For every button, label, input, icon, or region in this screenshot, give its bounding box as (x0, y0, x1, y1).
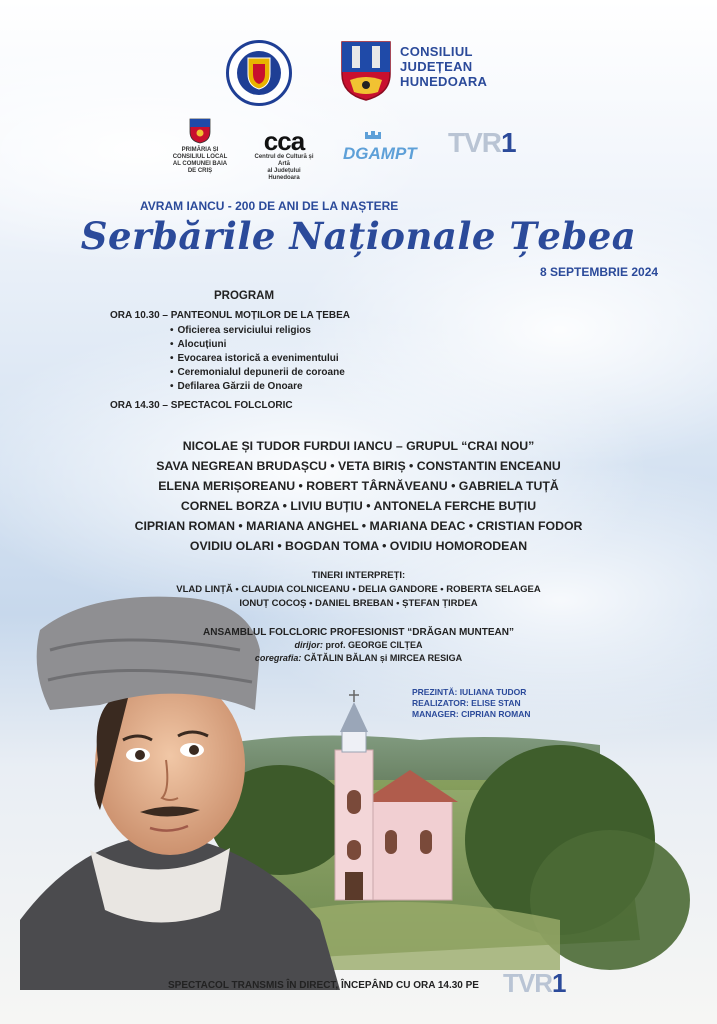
artist-line: OVIDIU OLARI • BOGDAN TOMA • OVIDIU HOMORODEAN (189, 539, 528, 553)
artist-line: SAVA NEGREAN BRUDAȘCU • VETA BIRIȘ • CONSTANTIN ENCEANU (156, 459, 561, 473)
program-item: • Defilarea Gărzii de Onoare (170, 380, 345, 394)
presenter-credit: PREZINTĂ: IULIANA TUDOR (412, 687, 527, 697)
young-performers-heading: TINERI INTERPREȚI: (311, 570, 406, 581)
program-slot-afternoon: ORA 14.30 – SPECTACOL FOLCLORIC (110, 400, 293, 411)
conductor-label: dirijor: (294, 640, 323, 650)
event-title: Serbările Naționale Țebea (80, 214, 637, 258)
program-item: • Alocuțiuni (170, 338, 345, 352)
choreography-line (0, 652, 717, 665)
young-performers-line: VLAD LINȚĂ • CLAUDIA COLNICEANU • DELIA GANDORE • ROBERTA SELAGEA (176, 584, 541, 595)
program-slot-morning: ORA 10.30 – PANTEONUL MOȚILOR DE LA ȚEBEA (110, 310, 351, 321)
young-performers-line: IONUȚ COCOȘ • DANIEL BREBAN • ȘTEFAN ȚIRDEA (239, 598, 478, 609)
conductor-line (0, 639, 717, 652)
coat-of-arms-icon (244, 56, 274, 90)
romania-government-seal (226, 40, 292, 106)
program-items (170, 324, 345, 394)
dgampt-logo: DGAMPT (343, 126, 423, 164)
artist-line: NICOLAE ȘI TUDOR FURDUI IANCU – GRUPUL “CRAI NOU” (182, 439, 535, 453)
credits-block (412, 687, 531, 720)
castle-icon (343, 129, 403, 139)
program-item: • Evocarea istorică a evenimentului (170, 352, 345, 366)
choreographers: CĂTĂLIN BĂLAN și MIRCEA RESIGA (303, 653, 463, 663)
county-council-name: CONSILIUL JUDEȚEAN HUNEDOARA (400, 44, 488, 89)
artist-line: ELENA MERIȘOREANU • ROBERT TÂRNĂVEANU • GABRIELA TUȚĂ (158, 479, 559, 493)
ensemble-block (0, 626, 717, 665)
artist-line: CORNEL BORZA • LIVIU BUȚIU • ANTONELA FERCHE BUȚIU (180, 499, 537, 513)
program-heading: PROGRAM (214, 290, 275, 302)
event-date: 8 SEPTEMBRIE 2024 (540, 265, 659, 279)
program-item: • Ceremonialul depunerii de coroane (170, 366, 345, 380)
artist-line: CIPRIAN ROMAN • MARIANA ANGHEL • MARIANA DEAC • CRISTIAN FODOR (134, 519, 583, 533)
primaria-logo: PRIMĂRIA ȘI CONSILIUL LOCAL AL COMUNEI BAIA DE CRIȘ (170, 118, 230, 175)
tvr1-logo: TVR1 (448, 127, 516, 158)
choreography-label: coregrafia: (254, 653, 302, 663)
footer-tvr1-logo: TVR1 (503, 968, 566, 998)
event-subtitle: AVRAM IANCU - 200 DE ANI DE LA NAȘTERE (140, 199, 399, 213)
young-performers-list (0, 583, 717, 611)
broadcast-notice: SPECTACOL TRANSMIS ÎN DIRECT, ÎNCEPÂND CU ORA 14.30 PE (168, 980, 479, 991)
hunedoara-coat-of-arms-icon (340, 40, 392, 102)
conductor-name: prof. GEORGE CILȚEA (325, 640, 423, 650)
cca-logo: cca Centrul de Cultură și Artă al Județului Hunedoara (254, 126, 314, 181)
program-item: • Oficierea serviciului religios (170, 324, 345, 338)
director-credit: REALIZATOR: ELISE STAN (412, 698, 521, 708)
baia-de-cris-crest-icon (189, 118, 211, 144)
manager-credit: MANAGER: CIPRIAN ROMAN (412, 709, 531, 719)
artists-list (0, 436, 717, 556)
ensemble-name: ANSAMBLUL FOLCLORIC PROFESIONIST “DRĂGAN MUNTEAN” (203, 627, 514, 638)
